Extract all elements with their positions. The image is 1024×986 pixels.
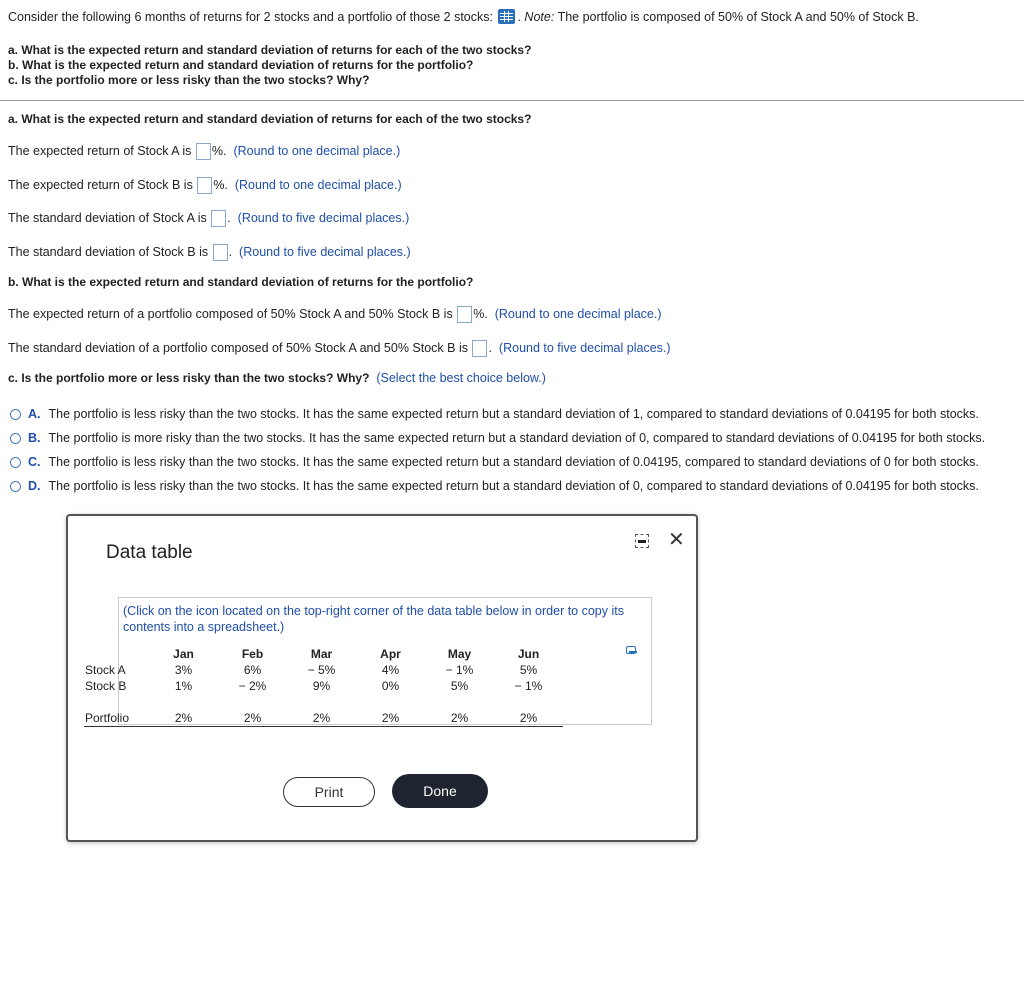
answer-input-portfolio-expected-return[interactable] <box>457 306 472 323</box>
intro-text: Consider the following 6 months of returns for 2 stocks and a portfolio of those 2 stocks: <box>8 10 493 24</box>
choice-option-a[interactable]: A. The portfolio is less risky than the two stocks. It has the same expected return but a standard deviation of 1, compared to standard deviations of 0.04195 for both stocks. <box>10 407 979 421</box>
minimize-icon[interactable] <box>635 534 649 548</box>
part-c-heading-line <box>8 371 546 385</box>
divider <box>0 100 1024 101</box>
column-header: Feb <box>241 647 264 661</box>
row-label: Stock A <box>85 663 126 677</box>
table-cell: 2% <box>149 710 218 727</box>
table-cell: 1% <box>174 679 193 693</box>
question-c: c. Is the portfolio more or less risky than the two stocks? Why? <box>8 73 370 87</box>
table-cell: − 5% <box>307 663 336 677</box>
answer-input-std-dev-a[interactable] <box>211 210 226 227</box>
table-cell: 2% <box>218 710 287 727</box>
print-button[interactable]: Print <box>283 777 375 807</box>
table-cell: 4% <box>381 663 400 677</box>
table-cell: − 1% <box>445 663 474 677</box>
column-header: May <box>447 647 472 661</box>
column-header: Apr <box>380 647 401 661</box>
answer-input-portfolio-std-dev[interactable] <box>472 340 487 357</box>
table-row <box>84 662 563 678</box>
part-c-hint: (Select the best choice below.) <box>376 371 546 385</box>
answer-input-expected-return-b[interactable] <box>197 177 212 194</box>
radio-button[interactable] <box>10 481 21 492</box>
row-expected-return-a: The expected return of Stock A is %. (Round to one decimal place.) <box>8 144 401 158</box>
table-cell: − 2% <box>238 679 267 693</box>
row-label: Portfolio <box>84 710 149 727</box>
question-a: a. What is the expected return and standard deviation of returns for each of the two stocks? <box>8 43 532 57</box>
returns-table <box>84 646 563 727</box>
table-cell: 3% <box>174 663 193 677</box>
column-header: Jan <box>173 647 194 661</box>
question-b: b. What is the expected return and standard deviation of returns for the portfolio? <box>8 58 474 72</box>
table-cell: 2% <box>425 710 494 727</box>
copy-instructions: (Click on the icon located on the top-right corner of the data table below in order to copy its contents into a spreadsheet.) <box>123 604 624 634</box>
done-button[interactable]: Done <box>392 774 488 808</box>
table-cell: 2% <box>356 710 425 727</box>
table-cell: 9% <box>312 679 331 693</box>
table-row <box>84 710 563 727</box>
part-b-heading: b. What is the expected return and standard deviation of returns for the portfolio? <box>8 275 474 289</box>
table-cell: 2% <box>287 710 356 727</box>
data-table-icon[interactable] <box>498 9 515 24</box>
answer-input-expected-return-a[interactable] <box>196 143 211 160</box>
choice-option-c[interactable]: C. The portfolio is less risky than the two stocks. It has the same expected return but a standard deviation of 0.04195, compared to standard deviations of 0 for both stocks. <box>10 455 979 469</box>
table-cell: 5% <box>519 663 538 677</box>
part-c-heading: c. Is the portfolio more or less risky than the two stocks? Why? <box>8 371 370 385</box>
radio-button[interactable] <box>10 457 21 468</box>
row-portfolio-expected-return: The expected return of a portfolio composed of 50% Stock A and 50% Stock B is %. (Round to one decimal place.) <box>8 307 662 321</box>
note-text: The portfolio is composed of 50% of Stock A and 50% of Stock B. <box>557 10 919 24</box>
row-expected-return-b: The expected return of Stock B is %. (Round to one decimal place.) <box>8 178 402 192</box>
column-header: Mar <box>310 647 333 661</box>
choice-option-d[interactable]: D. The portfolio is less risky than the two stocks. It has the same expected return but a standard deviation of 0, compared to standard deviations of 0.04195 for both stocks. <box>10 479 979 493</box>
dialog-title: Data table <box>106 542 193 563</box>
radio-button[interactable] <box>10 409 21 420</box>
table-cell: 5% <box>450 679 469 693</box>
note-label: Note: <box>524 10 555 24</box>
row-std-dev-a: The standard deviation of Stock A is . (Round to five decimal places.) <box>8 211 410 225</box>
copy-to-spreadsheet-icon[interactable] <box>626 646 636 654</box>
data-table-dialog <box>66 514 698 842</box>
table-cell: 0% <box>381 679 400 693</box>
part-a-heading: a. What is the expected return and standard deviation of returns for each of the two stocks? <box>8 112 532 126</box>
answer-input-std-dev-b[interactable] <box>213 244 228 261</box>
table-row <box>84 678 563 694</box>
row-std-dev-b: The standard deviation of Stock B is . (Round to five decimal places.) <box>8 245 411 259</box>
choice-option-b[interactable]: B. The portfolio is more risky than the two stocks. It has the same expected return but a standard deviation of 0, compared to standard deviations of 0.04195 for both stocks. <box>10 431 985 445</box>
table-cell: 2% <box>494 710 563 727</box>
table-cell: 6% <box>243 663 262 677</box>
table-header-row <box>84 646 563 662</box>
radio-button[interactable] <box>10 433 21 444</box>
table-cell: − 1% <box>514 679 543 693</box>
intro-line: Consider the following 6 months of returns for 2 stocks and a portfolio of those 2 stocks: . Note: The portfolio is composed of 50% of Stock A and 50% of Stock B. <box>8 10 919 24</box>
row-label: Stock B <box>85 679 127 693</box>
row-portfolio-std-dev: The standard deviation of a portfolio composed of 50% Stock A and 50% Stock B is . (Round to five decimal places.) <box>8 341 671 355</box>
close-icon[interactable]: ✕ <box>668 529 685 551</box>
column-header: Jun <box>517 647 540 661</box>
